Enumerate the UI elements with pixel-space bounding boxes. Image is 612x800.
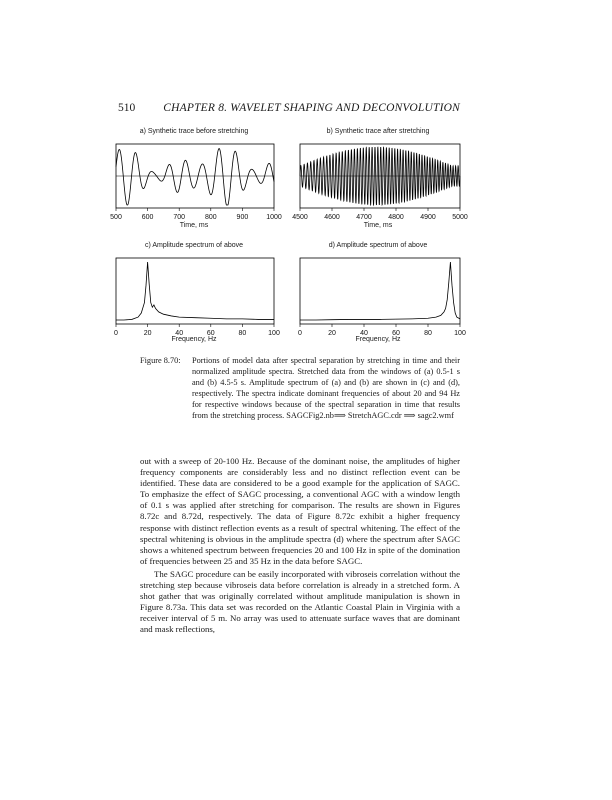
x-tick-label: 20	[328, 330, 336, 337]
x-tick-label: 60	[206, 330, 215, 337]
x-tick-label: 0	[114, 330, 118, 337]
plot-frame	[300, 258, 460, 324]
x-tick-label: 700	[173, 214, 186, 221]
series-line	[116, 262, 274, 320]
paragraph-1: out with a sweep of 20-100 Hz. Because of the dominant noise, the amplitudes of higher frequency components are considerably less and no distinct reflection event can be identified. These data are considered to be a good example for the application of SAGC. To emphasize the effect of SAGC processing, a conventional AGC with a window length of 0.1 s was applied after stretching for comparison. The results are shown in Figures 8.72c and 8.72d, respectively. The data of Figure 8.72c exhibit a higher frequency response with distinct reflection events as a result of spectral whitening. The effect of the spectral whitening is obvious in the amplitude spectra (d) where the spectrum after SAGC shows a whitened spectrum between frequencies 20 and 100 Hz in spite of the domination of frequencies between 25 and 35 Hz in the data before SAGC.	[140, 456, 460, 566]
x-tick-label: 5000	[452, 214, 468, 221]
panel-d	[290, 242, 466, 348]
panel-b	[290, 128, 466, 236]
x-tick-label: 100	[454, 330, 466, 337]
page-number: 510	[118, 102, 136, 114]
x-tick-label: 800	[204, 214, 217, 221]
body-text	[140, 456, 460, 636]
panel-a-xlabel: Time, ms	[179, 222, 209, 229]
figure-label: Figure 8.70:	[140, 356, 181, 365]
x-tick-label: 4500	[292, 214, 308, 221]
panel-b-plot	[290, 140, 466, 224]
x-tick-label: 500	[110, 214, 122, 221]
panel-d-plot	[290, 254, 466, 338]
x-tick-label: 4900	[420, 214, 436, 221]
x-tick-label: 1000	[266, 214, 282, 221]
x-tick-label: 4600	[324, 214, 340, 221]
panel-b-title: b) Synthetic trace after stretching	[326, 128, 430, 135]
x-tick-label: 100	[268, 330, 280, 337]
panel-d-title: d) Amplitude spectrum of above	[328, 242, 428, 249]
page-header	[118, 102, 460, 118]
x-tick-label: 600	[141, 214, 154, 221]
x-tick-label: 40	[360, 330, 368, 337]
figure-caption	[140, 356, 460, 421]
series-line	[300, 147, 460, 205]
x-tick-label: 0	[298, 330, 302, 337]
panel-a-title: a) Synthetic trace before stretching	[139, 128, 249, 135]
paragraph-2: The SAGC procedure can be easily incorporated with vibroseis correlation without the stretching step because vibroseis data before correlation is already in a stretched form. A shot gather that was originally correlated without amplitude manipulation is shown in Figure 8.73a. This data set was recorded on the Atlantic Coastal Plain in Virginia with a receiver interval of 5 m. No array was used to attenuate surface waves that are dominant and mask reflections,	[140, 568, 460, 635]
series-line	[300, 262, 460, 320]
x-tick-label: 900	[236, 214, 249, 221]
panel-c-xlabel: Frequency, Hz	[171, 336, 217, 343]
x-tick-label: 80	[238, 330, 247, 337]
x-tick-label: 80	[424, 330, 432, 337]
panel-d-xlabel: Frequency, Hz	[355, 336, 401, 343]
panel-a	[108, 128, 280, 236]
figure-caption-text: Portions of model data after spectral separation by stretching in time and their normalized amplitude spectra. Stretched data from the windows of (a) 0.5-1 s and (b) 4.5-5 s. Amplitude spectrum of (a) and (b) are shown in (c) and (d), respectively. The spectra indicate dominant frequencies of about 20 and 94 Hz for respective windows because of the spectral separation in time that results from the stretching process. SAGCFig2.nb⟹ StretchAGC.cdr ⟹ sagc2.wmf	[192, 356, 460, 420]
panel-c-title: c) Amplitude spectrum of above	[144, 242, 244, 249]
x-tick-label: 20	[143, 330, 152, 337]
plot-frame	[116, 258, 274, 324]
panel-c	[108, 242, 280, 348]
chapter-title: CHAPTER 8. WAVELET SHAPING AND DECONVOLUTION	[163, 102, 460, 114]
x-tick-label: 40	[175, 330, 184, 337]
x-tick-label: 4800	[388, 214, 404, 221]
series-line	[116, 149, 274, 205]
panel-a-plot	[108, 140, 280, 224]
panel-c-plot	[108, 254, 280, 338]
x-tick-label: 4700	[356, 214, 372, 221]
x-tick-label: 60	[392, 330, 400, 337]
panel-b-xlabel: Time, ms	[363, 222, 393, 229]
